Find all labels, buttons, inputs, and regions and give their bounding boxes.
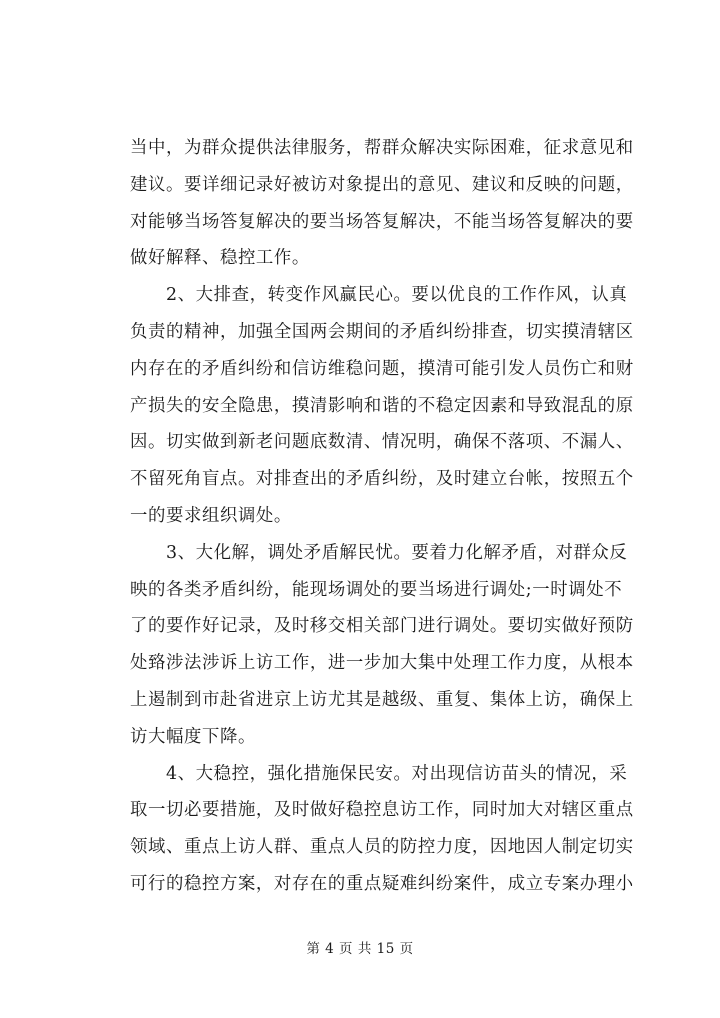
text-line-20: 领域、重点上访人群、重点人员的防控力度，因地因人制定切实 — [130, 837, 634, 858]
text-line-10: 不留死角盲点。对排查出的矛盾纠纷，及时建立台帐，按照五个 — [130, 469, 634, 490]
text-line-8: 产损失的安全隐患，摸清影响和谐的不稳定因素和导致混乱的原 — [130, 395, 634, 416]
text-line-3: 对能够当场答复解决的要当场答复解决，不能当场答复解决的要 — [130, 211, 634, 232]
text-line-18: 4、大稳控，强化措施保民安。对出现信访苗头的情况，采 — [130, 763, 628, 784]
text-line-12: 3、大化解，调处矛盾解民忧。要着力化解矛盾，对群众反 — [130, 542, 628, 563]
text-line-2: 建议。要详细记录好被访对象提出的意见、建议和反映的问题， — [130, 174, 634, 195]
document-body — [130, 130, 634, 903]
text-line-14: 了的要作好记录，及时移交相关部门进行调处。要切实做好预防 — [130, 616, 634, 637]
text-line-19: 取一切必要措施，及时做好稳控息访工作，同时加大对辖区重点 — [130, 800, 634, 821]
text-line-16: 上遏制到市赴省进京上访尤其是越级、重复、集体上访，确保上 — [130, 689, 634, 710]
page-number-footer: 第 4 页 共 15 页 — [306, 941, 414, 957]
text-line-17: 访大幅度下降。 — [130, 726, 256, 747]
text-line-13: 映的各类矛盾纠纷，能现场调处的要当场进行调处;一时调处不 — [130, 579, 623, 600]
text-line-7: 内存在的矛盾纠纷和信访维稳问题，摸清可能引发人员伤亡和财 — [130, 358, 634, 379]
text-line-5: 2、大排查，转变作风赢民心。要以优良的工作作风，认真 — [130, 285, 628, 306]
text-line-6: 负责的精神，加强全国两会期间的矛盾纠纷排查，切实摸清辖区 — [130, 321, 634, 342]
text-line-1: 当中，为群众提供法律服务，帮群众解决实际困难，征求意见和 — [130, 138, 634, 158]
text-line-11: 一的要求组织调处。 — [130, 505, 292, 526]
text-line-21: 可行的稳控方案，对存在的重点疑难纠纷案件，成立专案办理小 — [130, 873, 634, 894]
text-line-9: 因。切实做到新老问题底数清、情况明，确保不落项、不漏人、 — [130, 432, 634, 453]
text-line-4: 做好解释、稳控工作。 — [130, 248, 310, 269]
text-line-15: 处臵涉法涉诉上访工作，进一步加大集中处理工作力度，从根本 — [130, 653, 634, 674]
